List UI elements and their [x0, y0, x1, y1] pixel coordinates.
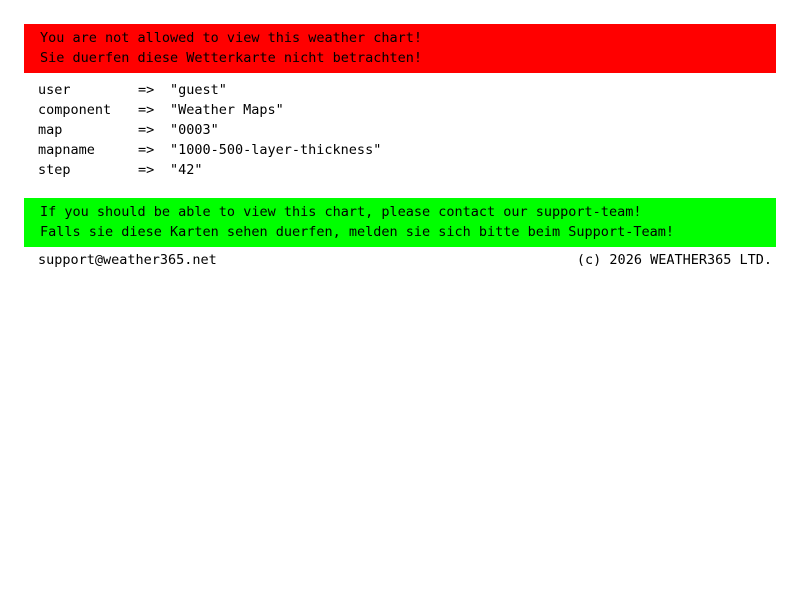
error-banner-line-en: You are not allowed to view this weather chart! [40, 30, 423, 46]
parameter-list [38, 80, 381, 180]
parameter-key: step [38, 162, 71, 178]
error-banner-line-de: Sie duerfen diese Wetterkarte nicht betrachten! [40, 50, 423, 66]
parameter-row-user [38, 80, 381, 100]
parameter-arrow: => [138, 122, 155, 138]
parameter-value: "1000-500-layer-thickness" [170, 142, 382, 158]
parameter-value: "42" [170, 162, 203, 178]
support-email-link[interactable]: support@weather365.net [38, 252, 217, 268]
parameter-arrow: => [138, 142, 155, 158]
copyright-text: (c) 2026 WEATHER365 LTD. [576, 252, 772, 268]
support-banner [24, 198, 776, 247]
parameter-value: "Weather Maps" [170, 102, 284, 118]
parameter-arrow: => [138, 102, 155, 118]
parameter-arrow: => [138, 162, 155, 178]
parameter-value: "guest" [170, 82, 227, 98]
parameter-row-component [38, 100, 381, 120]
parameter-key: map [38, 122, 63, 138]
parameter-value: "0003" [170, 122, 219, 138]
parameter-row-map [38, 120, 381, 140]
error-banner [24, 24, 776, 73]
footer [38, 250, 772, 270]
support-banner-line-de: Falls sie diese Karten sehen duerfen, melden sie sich bitte beim Support-Team! [40, 224, 674, 240]
parameter-key: mapname [38, 142, 95, 158]
parameter-key: component [38, 102, 112, 118]
support-banner-line-en: If you should be able to view this chart, please contact our support-team! [40, 204, 642, 220]
parameter-row-mapname [38, 140, 381, 160]
parameter-key: user [38, 82, 71, 98]
parameter-row-step [38, 160, 381, 180]
parameter-arrow: => [138, 82, 155, 98]
